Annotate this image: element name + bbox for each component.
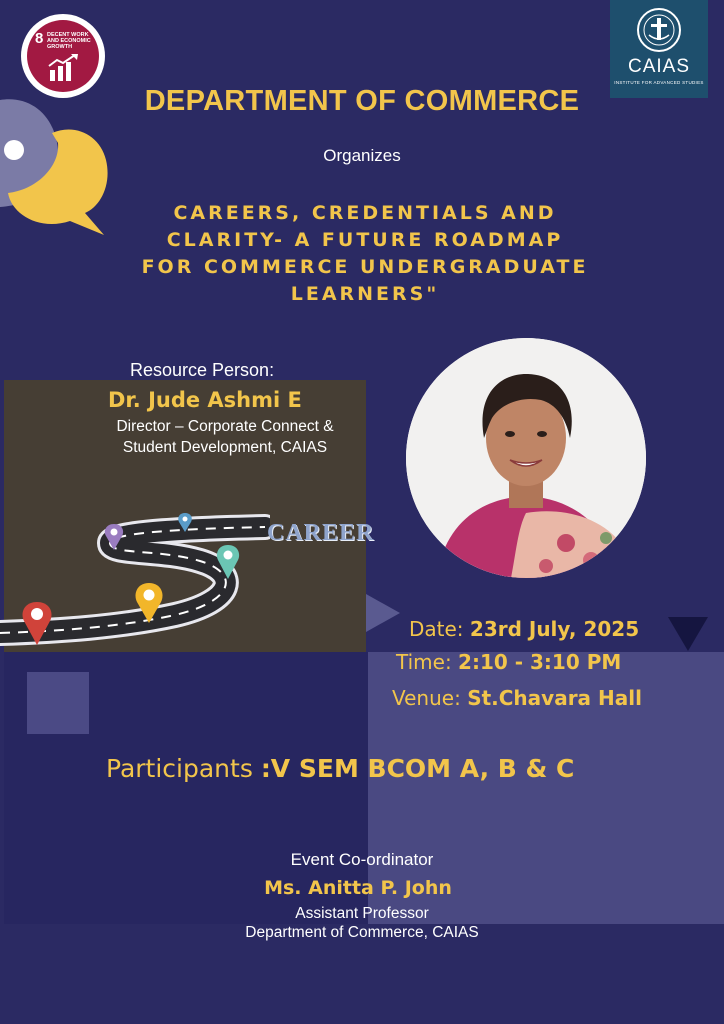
participants (106, 754, 574, 783)
date-value: 23rd July, 2025 (469, 617, 640, 641)
coordinator-label: Event Co-ordinator (290, 850, 434, 869)
decorative-triangle-right (366, 594, 400, 632)
organizes-text: Organizes (323, 146, 401, 165)
event-venue (392, 686, 642, 710)
resource-person-role (60, 416, 390, 458)
resource-person-role-line: Student Development, CAIAS (122, 439, 328, 456)
date-label: Date: (409, 617, 470, 641)
coordinator-role (0, 904, 724, 942)
time-label: Time: (396, 650, 459, 674)
event-time (396, 650, 621, 674)
logo-name: CAIAS (627, 56, 691, 77)
career-road-graphic (0, 505, 270, 665)
portrait-image (406, 338, 646, 578)
resource-person-photo (406, 338, 646, 578)
event-title-line: CLARITY- A FUTURE ROADMAP (166, 229, 564, 251)
coordinator-name: Ms. Anitta P. John (264, 877, 452, 899)
event-title-line: LEARNERS" (290, 283, 440, 305)
sdg-number: 8 (35, 30, 44, 47)
event-title-line: FOR COMMERCE UNDERGRADUATE (141, 256, 589, 278)
crest-icon (636, 7, 682, 53)
time-value: 2:10 - 3:10 PM (458, 650, 622, 674)
venue-label: Venue: (392, 686, 468, 710)
growth-chart-icon (47, 54, 81, 82)
resource-person-role-line: Director – Corporate Connect & (116, 418, 334, 435)
resource-person-name: Dr. Jude Ashmi E (108, 388, 302, 412)
venue-value: St.Chavara Hall (467, 686, 642, 710)
department-title: DEPARTMENT OF COMMERCE (144, 85, 580, 117)
decorative-square (27, 672, 89, 734)
event-date (409, 617, 639, 641)
coordinator-role-line: Assistant Professor (295, 905, 429, 922)
decorative-triangle-down (668, 617, 708, 651)
sdg-title: DECENT WORK AND ECONOMIC GROWTH (47, 32, 91, 50)
coordinator-role-line: Department of Commerce, CAIAS (245, 924, 479, 941)
logo-subtitle: INSTITUTE FOR ADVANCED STUDIES (614, 80, 704, 85)
participants-label: Participants (106, 754, 261, 783)
event-title-line: CAREERS, CREDENTIALS AND (173, 202, 557, 224)
caias-logo (610, 0, 708, 98)
event-title (110, 200, 620, 308)
resource-person-label: Resource Person: (130, 360, 275, 380)
career-word: CAREER (267, 520, 375, 546)
participants-value: :V SEM BCOM A, B & C (260, 754, 575, 783)
